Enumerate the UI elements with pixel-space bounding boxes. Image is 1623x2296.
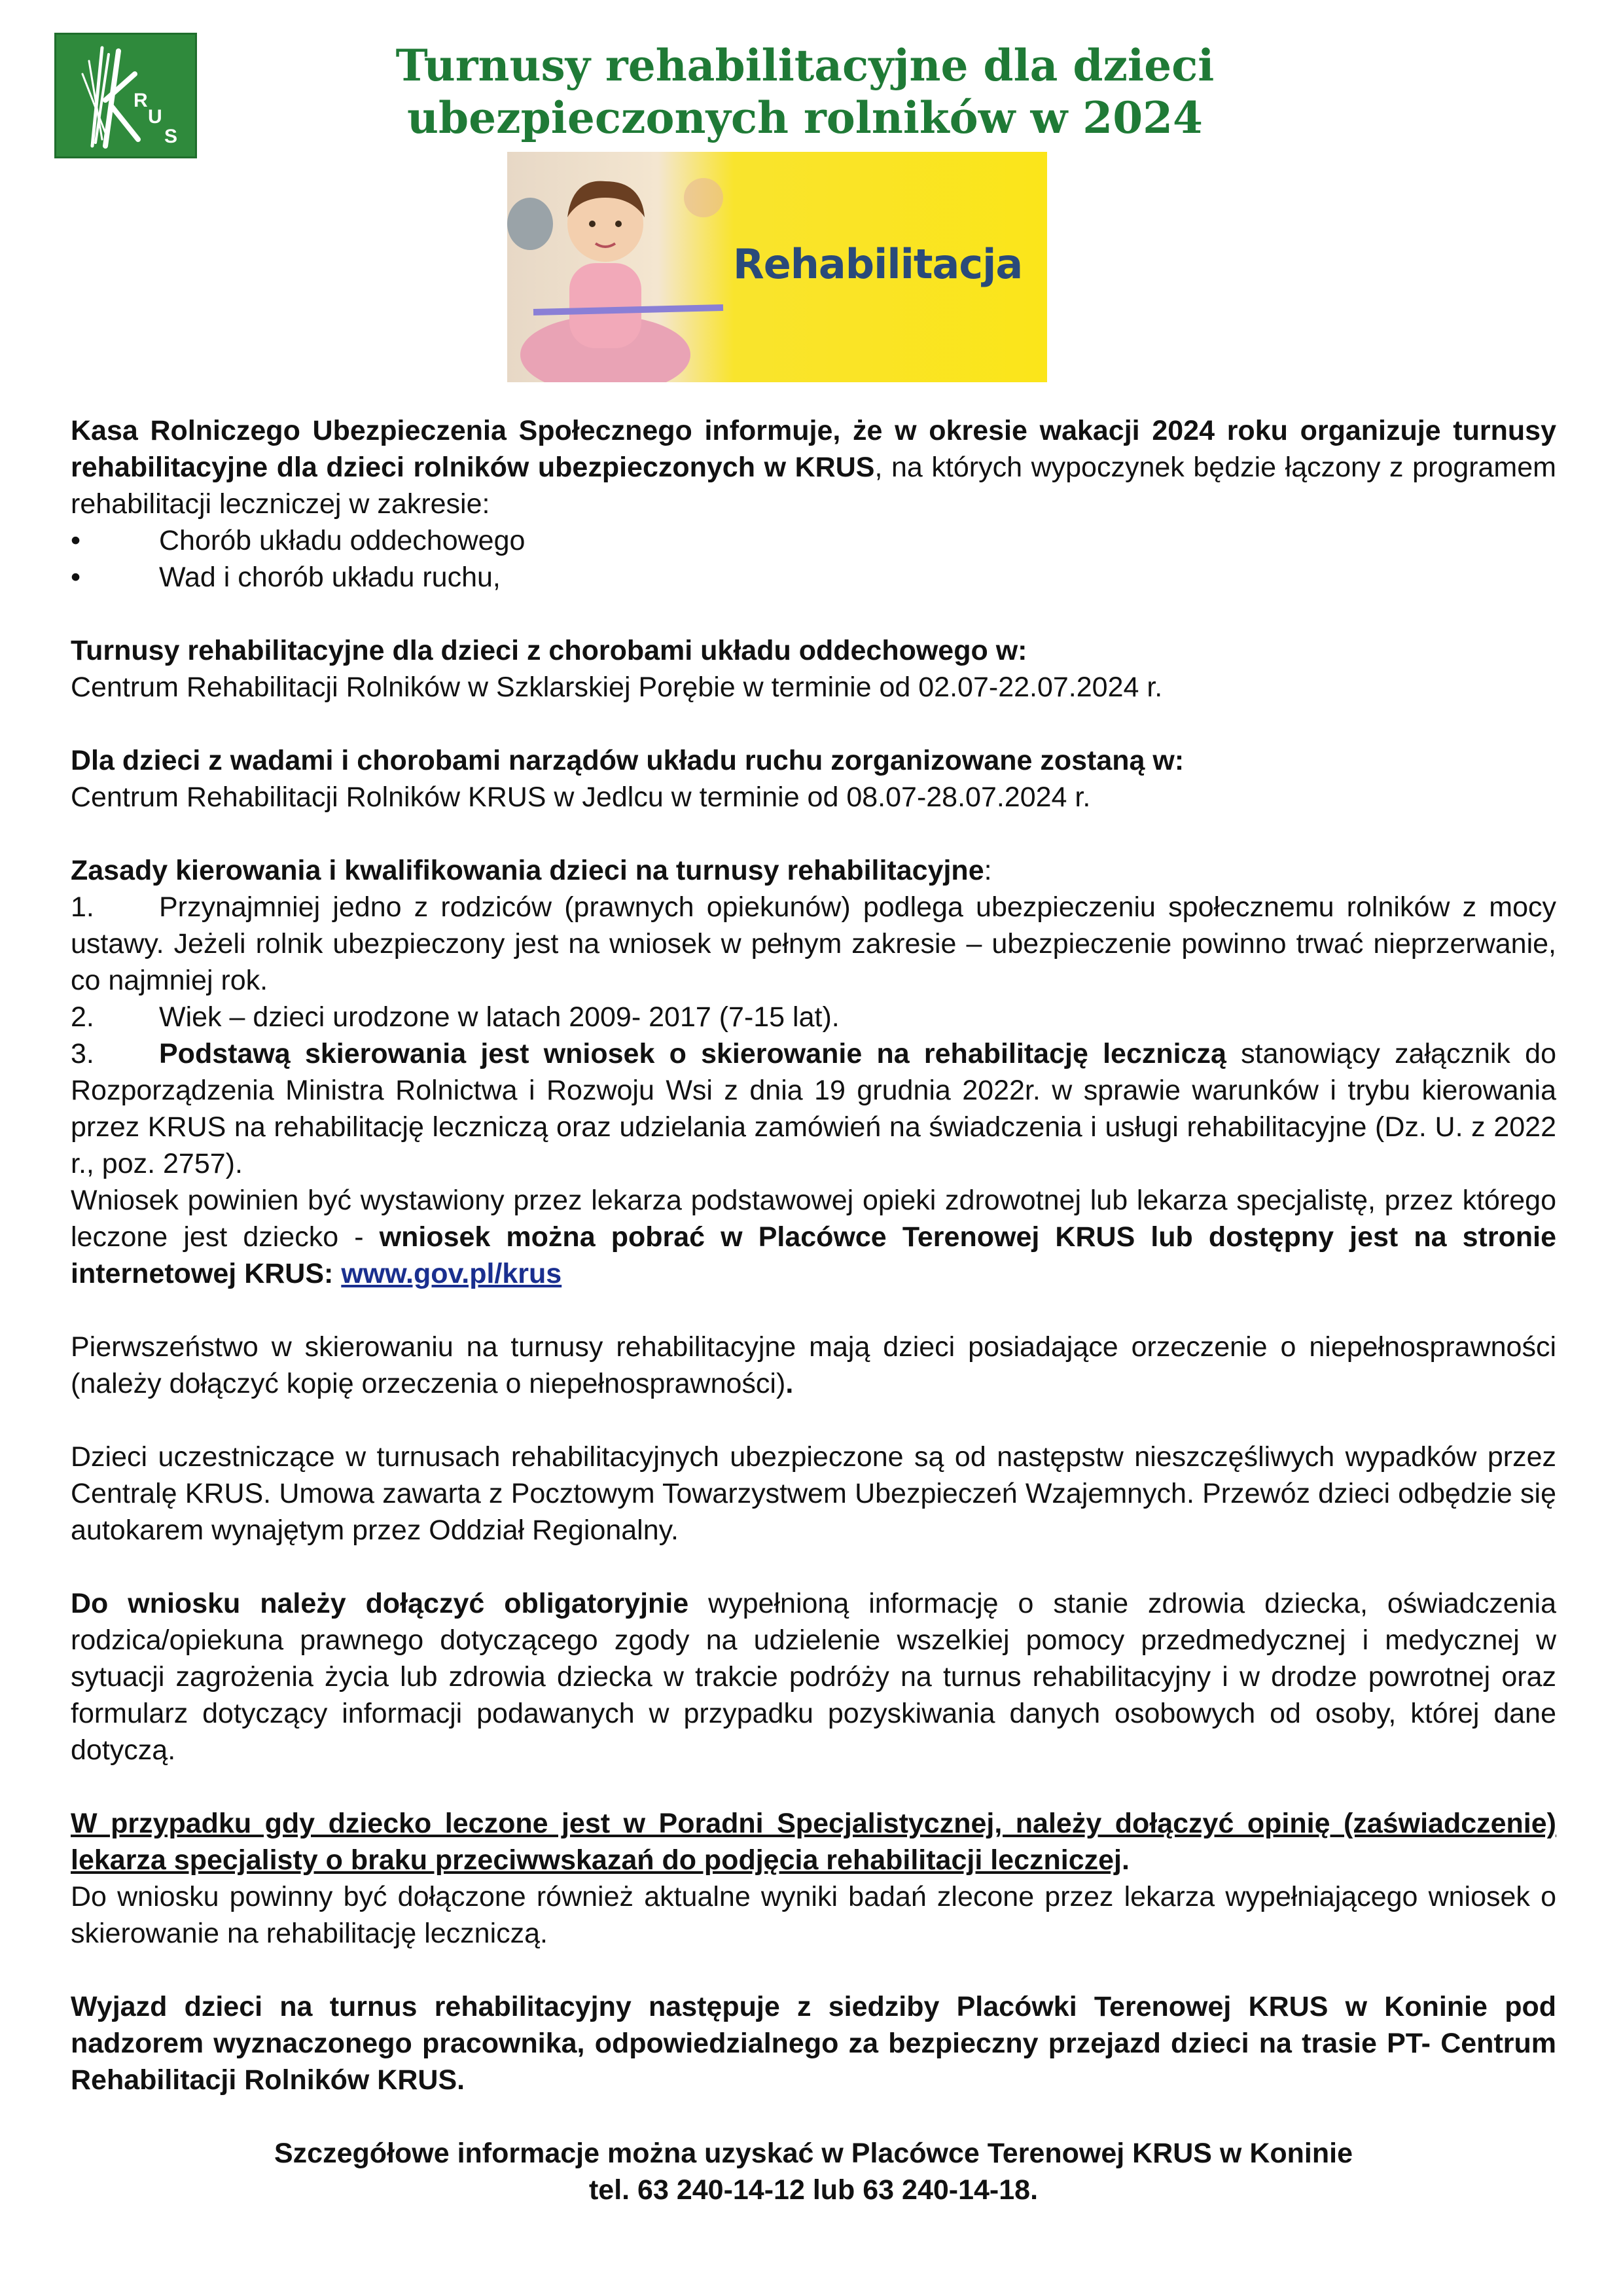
motor-heading: Dla dzieci z wadami i chorobami narządów układu ruchu zorganizowane zostaną w: [71,745,1185,776]
list-item [71,559,1556,596]
contact-line-1: Szczegółowe informacje można uzyskać w Placówce Terenowej KRUS w Koninie [274,2138,1353,2169]
list-item [71,522,1556,559]
rule-2: 2. Wiek – dzieci urodzone w latach 2009- 2017 (7-15 lat). [71,1001,840,1033]
motor-text: Centrum Rehabilitacji Rolników KRUS w Jedlcu w terminie od 08.07-28.07.2024 r. [71,781,1091,813]
title-line-2: ubezpieczonych rolników w 2024 [407,92,1203,143]
rule-1: 1. Przynajmniej jedno z rodziców (prawnych opiekunów) podlega ubezpieczeniu społecznemu rolników z mocy ustawy. Jeżeli rolnik ubezpieczony jest na wniosek w pełnym zakresie – ubezpieczenie powinno trwać nieprzerwanie, co najmniej rok. [71,891,1556,996]
svg-text:R: R [134,90,148,111]
rehabilitation-banner [507,152,1047,382]
rule-3: 3. Podstawą skierowania jest wniosek o skierowanie na rehabilitację leczniczą stanowiący załącznik do Rozporządzenia Ministra Rolnictwa i Rozwoju Wsi z dnia 19 grudnia 2022r. w sprawie warunków i trybu kierowania przez KRUS na rehabilitację leczniczą oraz udzielania zamówień na świadczenia i usługi rehabilitacyjne (Dz. U. z 2022 r., poz. 2757). [71,1038,1556,1179]
title-line-1: Turnusy rehabilitacyjne dla dzieci [395,40,1215,91]
contact-line-2: tel. 63 240-14-12 lub 63 240-14-18. [588,2174,1039,2206]
krus-logo-icon [56,35,195,156]
intro-bold: Kasa Rolniczego Ubezpieczenia Społecznego informuje, że w okresie wakacji 2024 roku organizuje turnusy rehabilitacyjne dla dzieci rolników ubezpieczonych w KRUS [71,415,1556,483]
intro-rest: , na których wypoczynek będzie łączony z programem rehabilitacji leczniczej w zakresie: [71,452,1556,520]
document-body [71,412,1556,2208]
bullet-icon: • [71,562,81,593]
departure-paragraph: Wyjazd dzieci na turnus rehabilitacyjny następuje z siedziby Placówki Terenowej KRUS w Koninie pod nadzorem wyznaczonego pracownika, odpowiedzialnego za bezpieczny przejazd dzieci na trasie PT- Centrum Rehabilitacji Rolników KRUS. [71,1991,1556,2096]
respiratory-heading: Turnusy rehabilitacyjne dla dzieci z chorobami układu oddechowego w: [71,635,1027,666]
banner-label: Rehabilitacja [733,240,1023,288]
priority-paragraph: Pierwszeństwo w skierowaniu na turnusy rehabilitacyjne mają dzieci posiadające orzeczenie o niepełnosprawności (należy dołączyć kopię orzeczenia o niepełnosprawności). [71,1331,1556,1399]
intro-paragraph [71,412,1556,522]
svg-text:S: S [164,126,178,147]
attachments-paragraph: Do wniosku należy dołączyć obligatoryjnie wypełnioną informację o stanie zdrowia dziecka, oświadczenia rodzica/opiekuna prawnego dotyczącego zgody na udzielenie wszelkiej pomocy przedmedycznej i medycznej w sytuacji zagrożenia życia lub zdrowia dziecka w trakcie podróży na turnus rehabilitacyjny i w drodze powrotnej oraz formularz dotyczący informacji podawanych w przypadku pozyskiwania danych osobowych od osoby, której dane dotyczą. [71,1588,1557,1766]
respiratory-text: Centrum Rehabilitacji Rolników w Szklarskiej Porębie w terminie od 02.07-22.07.2024 r. [71,672,1163,703]
svg-text:U: U [148,106,162,128]
clinic-underlined: W przypadku gdy dziecko leczone jest w Poradni Specjalistycznej, należy dołączyć opinię (zaświadczenie) lekarza specjalisty o braku przeciwwskazań do podjęcia rehabilitacji leczniczej [71,1808,1556,1876]
bullet-icon: • [71,525,81,556]
krus-logo [54,33,197,158]
form-paragraph: Wniosek powinien być wystawiony przez lekarza podstawowej opieki zdrowotnej lub lekarza specjalistę, przez którego leczone jest dziecko - wniosek można pobrać w Placówce Terenowej KRUS lub dostępny jest na stronie internetowej KRUS: www.gov.pl/krus [71,1185,1556,1289]
insurance-paragraph: Dzieci uczestniczące w turnusach rehabilitacyjnych ubezpieczone są od następstw nieszczęśliwych wypadków przez Centralę KRUS. Umowa zawarta z Pocztowym Towarzystwem Ubezpieczeń Wzajemnych. Przewóz dzieci odbędzie się autokarem wynajętym przez Oddział Regionalny. [71,1441,1556,1546]
bullet-text: Wad i chorób układu ruchu, [159,562,501,593]
bullet-text: Chorób układu oddechowego [159,525,526,556]
clinic-paragraph: W przypadku gdy dziecko leczone jest w Poradni Specjalistycznej, należy dołączyć opinię (zaświadczenie) lekarza specjalisty o braku przeciwwskazań do podjęcia rehabilitacji leczniczej. [71,1808,1556,1876]
rules-heading: Zasady kierowania i kwalifikowania dzieci na turnusy rehabilitacyjne: [71,855,992,886]
krus-website-link[interactable]: www.gov.pl/krus [341,1258,562,1289]
clinic-text: Do wniosku powinny być dołączone również aktualne wyniki badań zlecone przez lekarza wypełniającego wniosek o skierowanie na rehabilitację leczniczą. [71,1881,1556,1949]
